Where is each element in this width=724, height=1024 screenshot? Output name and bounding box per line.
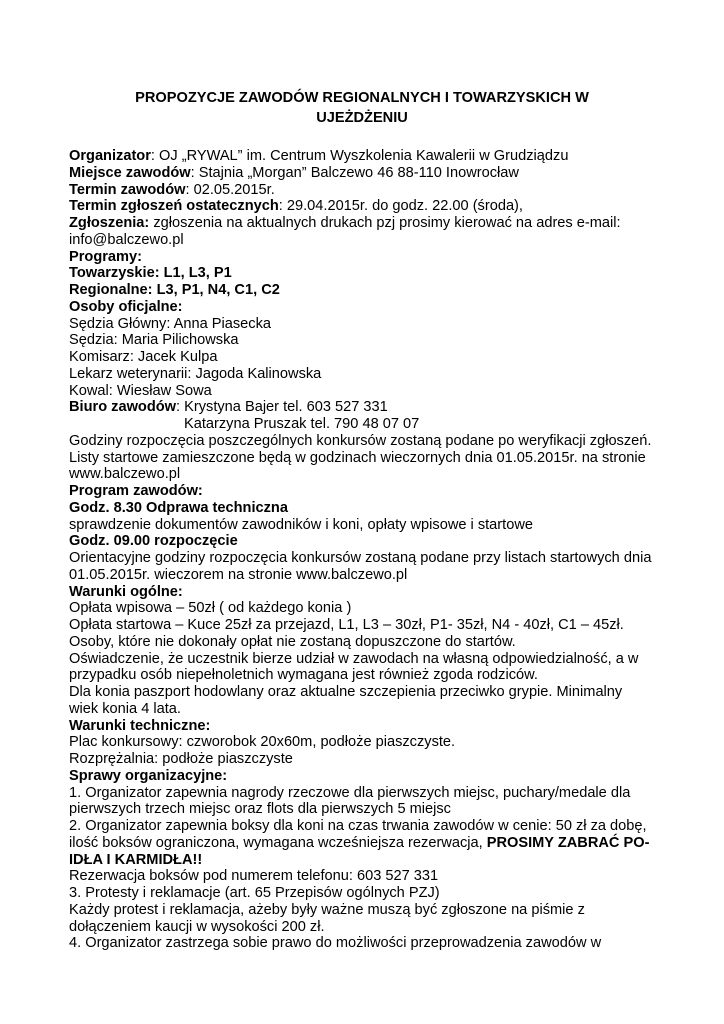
text-line bbox=[69, 600, 669, 617]
text-line bbox=[69, 567, 669, 584]
text-line bbox=[69, 651, 669, 668]
line-text: ilość boksów ograniczona, wymagana wcześniejsza rezerwacja, bbox=[69, 834, 487, 851]
text-line bbox=[69, 500, 669, 517]
text-line bbox=[69, 383, 669, 400]
line-text: : 29.04.2015r. do godz. 22.00 (środa), bbox=[278, 198, 523, 215]
text-line bbox=[69, 885, 669, 902]
line-text: Rezerwacja boksów pod numerem telefonu: 603 527 331 bbox=[69, 868, 439, 885]
text-line bbox=[69, 299, 669, 316]
bold-label: Sprawy organizacyjne: bbox=[69, 767, 228, 784]
line-text: Komisarz: Jacek Kulpa bbox=[69, 349, 218, 365]
line-text: Plac konkursowy: czworobok 20x60m, podłoże piaszczyste. bbox=[69, 734, 456, 751]
bold-label: Osoby oficjalne: bbox=[69, 298, 183, 315]
line-text: pierwszych trzech miejsc oraz flots dla pierwszych 5 miejsc bbox=[69, 801, 451, 818]
text-line bbox=[69, 701, 669, 718]
line-text: Katarzyna Pruszak tel. 790 48 07 07 bbox=[184, 416, 420, 432]
text-line bbox=[69, 533, 669, 550]
bold-label: Godz. 09.00 rozpoczęcie bbox=[69, 533, 238, 550]
text-line bbox=[69, 232, 669, 249]
line-text: 3. Protesty i reklamacje (art. 65 Przepisów ogólnych PZJ) bbox=[69, 885, 440, 901]
line-text: sprawdzenie dokumentów zawodników i koni, opłaty wpisowe i startowe bbox=[69, 516, 533, 533]
text-line bbox=[69, 818, 669, 835]
document-title bbox=[90, 88, 634, 128]
text-line bbox=[69, 517, 669, 534]
bold-label: Regionalne: L3, P1, N4, C1, C2 bbox=[69, 282, 280, 298]
text-line bbox=[69, 734, 669, 751]
text-line bbox=[69, 466, 669, 483]
text-line bbox=[69, 634, 669, 651]
text-line bbox=[69, 935, 669, 952]
line-text: www.balczewo.pl bbox=[69, 466, 181, 483]
line-text: : 02.05.2015r. bbox=[185, 181, 275, 198]
text-line bbox=[69, 198, 669, 215]
text-line bbox=[69, 249, 669, 266]
bold-label: Organizator bbox=[69, 148, 151, 164]
text-line bbox=[69, 718, 669, 735]
line-text: Orientacyjne godziny rozpoczęcia konkursów zostaną podane przy listach startowych dnia bbox=[69, 550, 652, 566]
line-text: Sędzia Główny: Anna Piasecka bbox=[69, 315, 271, 332]
bold-label: Program zawodów: bbox=[69, 483, 203, 499]
line-text: Lekarz weterynarii: Jagoda Kalinowska bbox=[69, 365, 322, 382]
text-line bbox=[69, 399, 669, 416]
line-text: Listy startowe zamieszczone będą w godzinach wieczornych dnia 01.05.2015r. na stronie bbox=[69, 449, 646, 466]
line-text: Osoby, które nie dokonały opłat nie zostaną dopuszczone do startów. bbox=[69, 633, 516, 650]
line-text: : Krystyna Bajer tel. 603 527 331 bbox=[176, 399, 388, 416]
text-line bbox=[69, 366, 669, 383]
text-line bbox=[69, 332, 669, 349]
line-text: Opłata startowa – Kuce 25zł za przejazd, L1, L3 – 30zł, P1- 35zł, N4 - 40zł, C1 – 45zł. bbox=[69, 617, 624, 633]
bold-label: Warunki techniczne: bbox=[69, 717, 211, 734]
text-line bbox=[69, 416, 669, 433]
document-body bbox=[69, 148, 669, 952]
title-line-1: PROPOZYCJE ZAWODÓW REGIONALNYCH I TOWARZYSKICH W bbox=[135, 90, 589, 106]
bold-label: Termin zawodów bbox=[69, 181, 186, 198]
bold-label: Godz. 8.30 Odprawa techniczna bbox=[69, 499, 288, 516]
text-line bbox=[69, 483, 669, 500]
text-line bbox=[69, 550, 669, 567]
text-line bbox=[69, 919, 669, 936]
text-line bbox=[69, 768, 669, 785]
text-line bbox=[69, 751, 669, 768]
line-text: : OJ „RYWAL” im. Centrum Wyszkolenia Kawalerii w Grudziądzu bbox=[150, 148, 569, 164]
text-line bbox=[69, 182, 669, 199]
bold-label: Miejsce zawodów bbox=[69, 164, 191, 181]
text-line bbox=[69, 450, 669, 467]
line-text: zgłoszenia na aktualnych drukach pzj prosimy kierować na adres e-mail: bbox=[149, 215, 621, 231]
text-line bbox=[69, 165, 669, 182]
line-text: 01.05.2015r. wieczorem na stronie www.balczewo.pl bbox=[69, 566, 408, 583]
line-text: dołączeniem kaucji w wysokości 200 zł. bbox=[69, 918, 325, 935]
line-text: 4. Organizator zastrzega sobie prawo do możliwości przeprowadzenia zawodów w bbox=[69, 935, 602, 952]
text-line bbox=[69, 316, 669, 333]
text-line bbox=[69, 282, 669, 299]
line-text: Opłata wpisowa – 50zł ( od każdego konia ) bbox=[69, 600, 352, 617]
line-text: Kowal: Wiesław Sowa bbox=[69, 382, 212, 399]
text-line bbox=[69, 667, 669, 684]
title-line-2: UJEŻDŻENIU bbox=[316, 110, 408, 126]
text-line bbox=[69, 868, 669, 885]
text-line bbox=[69, 801, 669, 818]
text-line bbox=[69, 684, 669, 701]
line-text: Każdy protest i reklamacja, ażeby były ważne muszą być zgłoszone na piśmie z bbox=[69, 901, 585, 918]
text-line bbox=[69, 852, 669, 869]
line-text: 1. Organizator zapewnia nagrody rzeczowe dla pierwszych miejsc, puchary/medale dla bbox=[69, 784, 631, 801]
text-line bbox=[69, 215, 669, 232]
line-text: : Stajnia „Morgan” Balczewo 46 88-110 Inowrocław bbox=[190, 164, 519, 181]
line-text: Rozprężalnia: podłoże piaszczyste bbox=[69, 751, 293, 767]
line-text: przypadku osób niepełnoletnich wymagana jest również zgoda rodziców. bbox=[69, 667, 538, 684]
line-text: info@balczewo.pl bbox=[69, 231, 184, 248]
bold-label: Warunki ogólne: bbox=[69, 583, 183, 600]
bold-label: Zgłoszenia: bbox=[69, 215, 150, 231]
text-line bbox=[69, 617, 669, 634]
line-text: Oświadczenie, że uczestnik bierze udział w zawodach na własną odpowiedzialność, a w bbox=[69, 650, 639, 667]
text-line bbox=[69, 902, 669, 919]
line-text: Sędzia: Maria Pilichowska bbox=[69, 332, 239, 349]
bold-label: Programy: bbox=[69, 248, 142, 265]
bold-label: Towarzyskie: L1, L3, P1 bbox=[69, 265, 232, 282]
bold-label: IDŁA I KARMIDŁA!! bbox=[69, 851, 203, 868]
text-line bbox=[69, 433, 669, 450]
bold-label: Termin zgłoszeń ostatecznych bbox=[69, 198, 279, 215]
text-line bbox=[69, 265, 669, 282]
text-line bbox=[69, 584, 669, 601]
bold-label: Biuro zawodów bbox=[69, 399, 177, 416]
text-line bbox=[69, 148, 669, 165]
line-text: Godziny rozpoczęcia poszczególnych konkursów zostaną podane po weryfikacji zgłoszeń. bbox=[69, 432, 652, 449]
bold-tail: PROSIMY ZABRAĆ PO- bbox=[486, 834, 650, 851]
line-text: 2. Organizator zapewnia boksy dla koni na czas trwania zawodów w cenie: 50 zł za dobę, bbox=[69, 818, 647, 834]
text-line bbox=[69, 835, 669, 852]
text-line bbox=[69, 349, 669, 366]
line-text: Dla konia paszport hodowlany oraz aktualne szczepienia przeciwko grypie. Minimalny bbox=[69, 684, 623, 700]
line-text: wiek konia 4 lata. bbox=[69, 700, 181, 717]
text-line bbox=[69, 785, 669, 802]
